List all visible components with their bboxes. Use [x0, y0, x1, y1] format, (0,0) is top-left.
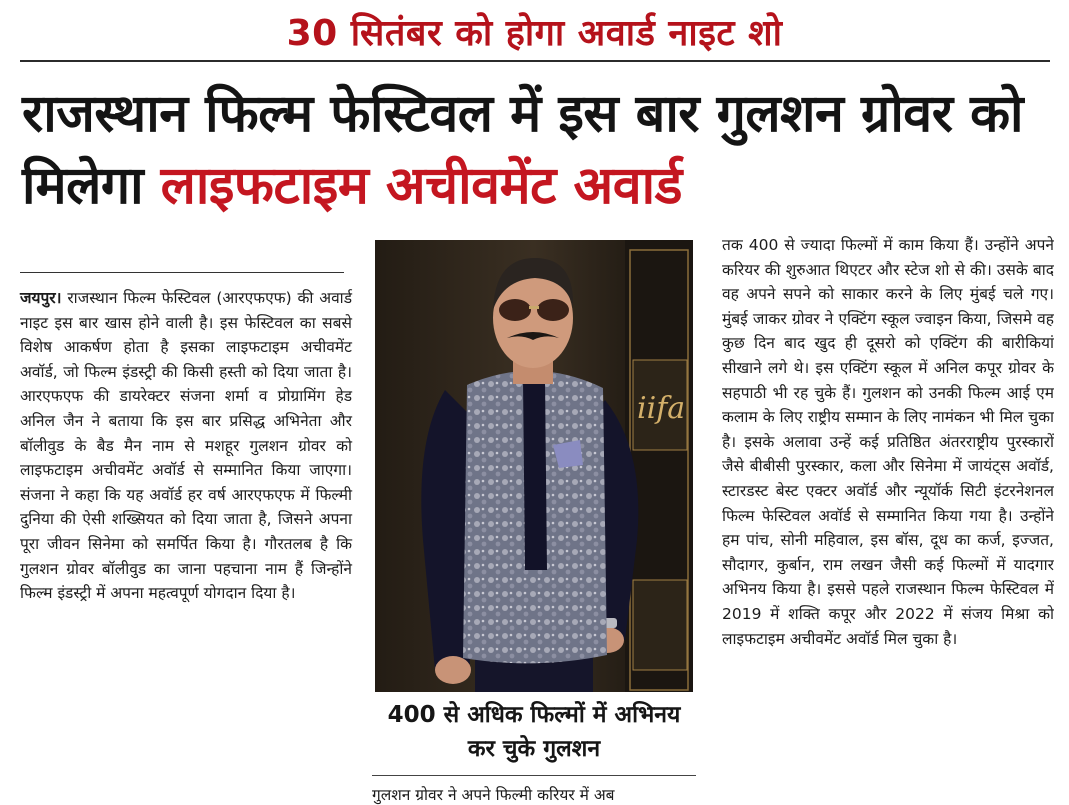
- caption-divider: [372, 775, 696, 776]
- kicker-headline: 30 सितंबर को होगा अवार्ड नाइट शो: [286, 13, 783, 54]
- iifa-backdrop-text: iifa: [637, 391, 686, 426]
- left-column-text: राजस्थान फिल्म फेस्टिवल (आरएफएफ) की अवार्ड नाइट इस बार खास होने वाली है। इस फेस्टिवल का सबसे विशेष आकर्षण होता है इसका लाइफटाइम अचीवमेंट अवॉर्ड, जो फिल्म इंडस्ट्री की किसी हस्ती को दिया जाता है। आरएफएफ की डायरेक्टर संजना शर्मा व प्रोग्रामिंग हेड अनिल जैन ने बताया कि इस बार प्रसिद्ध अभिनेता और बॉलीवुड के बैड मैन नाम से मशहूर गुलशन ग्रोवर को लाइफटाइम अचीवमेंट अवॉर्ड से सम्मानित किया जाएगा। संजना ने कहा कि यह अवॉर्ड हर वर्ष आरएफएफ में फिल्मी दुनिया की ऐसी शख्सियत को दिया जाता है, जिसने अपना पूरा जीवन सिनेमा को समर्पित किया है। गौरतलब है कि गुलशन ग्रोवर बॉलीवुड का जाना पहचाना नाम हैं जिन्होंने फिल्म इंडस्ट्री में अपना महत्वपूर्ण योगदान दिया है।: [20, 289, 352, 603]
- main-headline: [22, 78, 1052, 222]
- left-column-divider: [20, 272, 344, 273]
- top-divider: [20, 60, 1050, 62]
- article-left-column: [20, 286, 352, 606]
- photo-caption: 400 से अधिक फिल्मों में अभिनय कर चुके गुलशन: [387, 702, 681, 762]
- dateline: जयपुर।: [20, 289, 62, 307]
- article-center-bottom: गुलशन ग्रोवर ने अपने फिल्मी करियर में अब: [372, 786, 615, 804]
- portrait-photo: [375, 240, 693, 692]
- headline-highlight: लाइफटाइम अचीवमेंट अवार्ड: [160, 156, 682, 216]
- headline-text: राजस्थान फिल्म फेस्टिवल में इस बार गुलशन ग्रोवर को मिलेगा: [22, 84, 1023, 216]
- article-right-column: तक 400 से ज्यादा फिल्मों में काम किया हैं। उन्होंने अपने करियर की शुरुआत थिएटर और स्टेज शो से की। उसके बाद वह अपने सपने को साकार करने के लिए मुंबई चले गए। मुंबई जाकर ग्रोवर ने एक्टिंग स्कूल ज्वाइन किया, जिसमे वह कुछ दिन बाद खुद ही दूसरो को एक्टिंग की बारीकियां सीखाने लगे थे। इस एक्टिंग स्कूल में अनिल कपूर ग्रोवर के सहपाठी भी रह चुके हैं। गुलशन को उनकी फिल्म आई एम कलाम के लिए राष्ट्रीय सम्मान के लिए नामंकन भी मिल चुका है। इसके अलावा उन्हें कई प्रतिष्ठित अंतरराष्ट्रीय पुरस्कारों जैसे बीबीसी पुरस्कार, कला और सिनेमा में जायंट्स अवॉर्ड, स्टारडस्ट बेस्ट एक्टर अवॉर्ड और न्यूयॉर्क सिटी इंटरनेशनल फिल्म फेस्टिवल अवॉर्ड से सम्मानित किया गया है। उन्होंने हम पांच, सोनी महिवाल, इस बॉस, दूध का कर्ज, इज्जत, सौदागर, कुर्बान, राम लखन जैसी कई फिल्मों में यादगार अभिनय किया है। इससे पहले राजस्थान फिल्म फेस्टिवल में 2019 में शक्ति कपूर और 2022 में संजय मिश्रा को लाइफटाइम अचीवमेंट अवॉर्ड मिल चुका है।: [722, 236, 1054, 648]
